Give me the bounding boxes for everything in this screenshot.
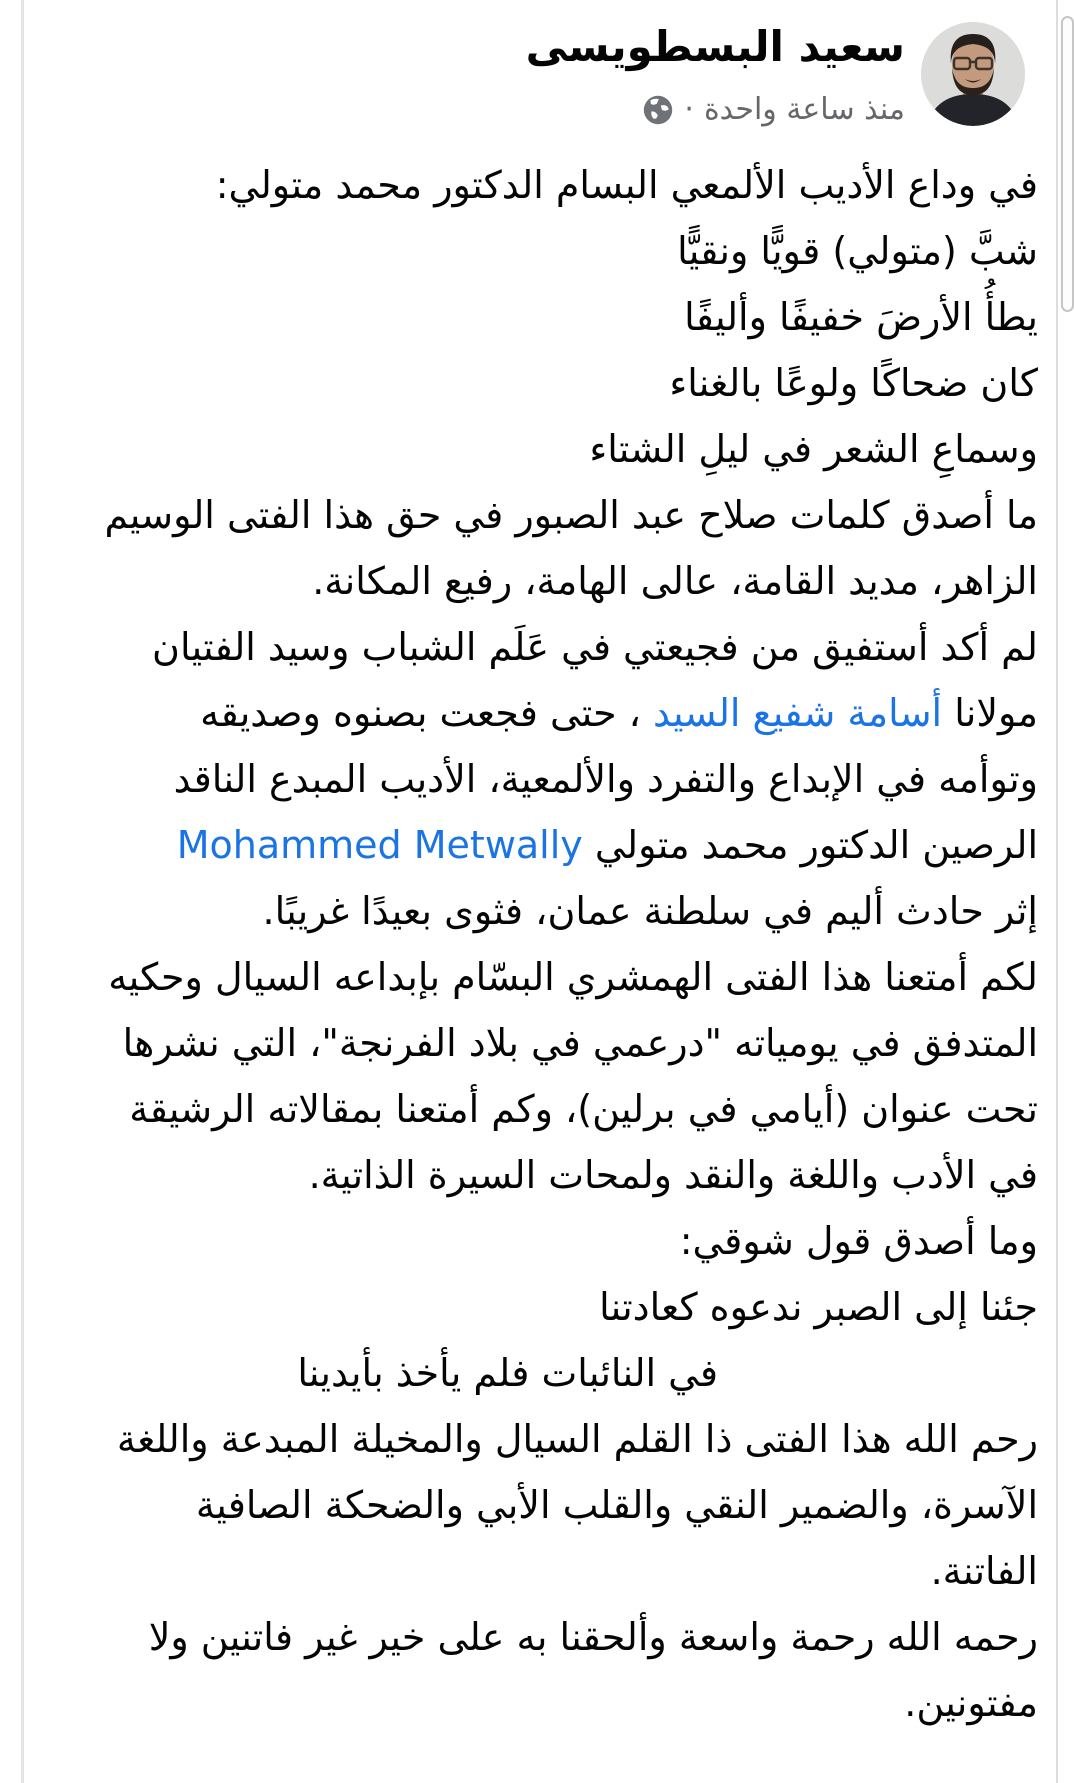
post-text-line <box>30 614 1038 680</box>
text-segment: الفاتنة. <box>930 1549 1038 1593</box>
post-text-line <box>30 1076 1038 1142</box>
profile-link[interactable]: Mohammed Metwally <box>176 823 583 867</box>
post-text-line <box>30 1538 1038 1604</box>
avatar[interactable] <box>921 22 1025 126</box>
text-segment: كان ضحاكًا ولوعًا بالغناء <box>669 361 1038 405</box>
profile-link[interactable]: أسامة شفيع السيد <box>653 691 943 735</box>
text-segment: لكم أمتعنا هذا الفتى الهمشري البسّام بإبداعه السيال وحكيه <box>108 955 1038 999</box>
post-text-line <box>30 1406 1038 1472</box>
text-segment: وسماعِ الشعر في ليلِ الشتاء <box>589 427 1038 471</box>
text-segment: لم أكد أستفيق من فجيعتي في عَلَم الشباب وسيد الفتيان <box>152 625 1038 669</box>
post-text-line <box>30 1340 1038 1406</box>
post-text-line <box>30 1670 1038 1736</box>
post-text-line <box>30 482 1038 548</box>
post-text-line <box>30 746 1038 812</box>
card-left-border <box>21 0 24 1783</box>
post-text-line <box>30 812 1038 878</box>
post-text-line <box>30 350 1038 416</box>
post-text-line <box>30 152 1038 218</box>
text-segment: الآسرة، والضمير النقي والقلب الأبي والضحكة الصافية <box>195 1483 1038 1527</box>
text-segment: في الأدب واللغة والنقد ولمحات السيرة الذاتية. <box>308 1153 1038 1197</box>
post-text-line <box>30 878 1038 944</box>
text-segment: مفتونين. <box>904 1681 1038 1725</box>
post-meta <box>642 92 905 127</box>
post-text-line <box>30 284 1038 350</box>
post-text-line <box>30 1142 1038 1208</box>
post-text-line <box>30 1274 1038 1340</box>
text-segment: مولانا <box>942 691 1038 735</box>
post-text-line <box>30 1472 1038 1538</box>
author-name[interactable]: سعيد البسطويسى <box>525 22 905 71</box>
text-segment: جئنا إلى الصبر ندعوه كعادتنا <box>599 1285 1038 1329</box>
text-segment: رحم الله هذا الفتى ذا القلم السيال والمخيلة المبدعة واللغة <box>116 1417 1038 1461</box>
text-segment: الرصين الدكتور محمد متولي <box>582 823 1038 867</box>
text-segment: ما أصدق كلمات صلاح عبد الصبور في حق هذا الفتى الوسيم <box>104 493 1038 537</box>
text-segment: الزاهر، مديد القامة، عالى الهامة، رفيع المكانة. <box>312 559 1038 603</box>
text-segment: وتوأمه في الإبداع والتفرد والألمعية، الأديب المبدع الناقد <box>173 757 1038 801</box>
profile-photo-icon <box>921 22 1025 126</box>
post-text-line <box>30 1604 1038 1670</box>
text-segment: شبَّ (متولي) قويًّا ونقيًّا <box>677 229 1038 273</box>
globe-icon <box>642 94 674 126</box>
text-segment: في النائبات فلم يأخذ بأيدينا <box>297 1351 718 1395</box>
text-segment: تحت عنوان (أيامي في برلين)، وكم أمتعنا بمقالاته الرشيقة <box>129 1087 1038 1131</box>
text-segment: يطأُ الأرضَ خفيفًا وأليفًا <box>684 295 1038 339</box>
card-right-border <box>1056 0 1058 1783</box>
post-text-line <box>30 1208 1038 1274</box>
post-text-line <box>30 944 1038 1010</box>
timestamp[interactable]: منذ ساعة واحدة <box>703 92 905 127</box>
post-text <box>30 152 1038 1736</box>
post-text-line <box>30 416 1038 482</box>
text-segment: في وداع الأديب الألمعي البسام الدكتور محمد متولي: <box>215 163 1038 207</box>
text-segment: المتدفق في يومياته "درعمي في بلاد الفرنجة"، التي نشرها <box>122 1021 1038 1065</box>
meta-separator: · <box>684 92 694 127</box>
post-text-line <box>30 548 1038 614</box>
post-text-line <box>30 218 1038 284</box>
text-segment: ، حتى فجعت بصنوه وصديقه <box>200 691 654 735</box>
post-text-line <box>30 1010 1038 1076</box>
scrollbar-thumb[interactable] <box>1061 16 1074 312</box>
text-segment: إثر حادث أليم في سلطنة عمان، فثوى بعيدًا غريبًا. <box>262 889 1038 933</box>
text-segment: رحمه الله رحمة واسعة وألحقنا به على خير غير فاتنين ولا <box>148 1615 1038 1659</box>
text-segment: وما أصدق قول شوقي: <box>679 1219 1038 1263</box>
post-text-line <box>30 680 1038 746</box>
